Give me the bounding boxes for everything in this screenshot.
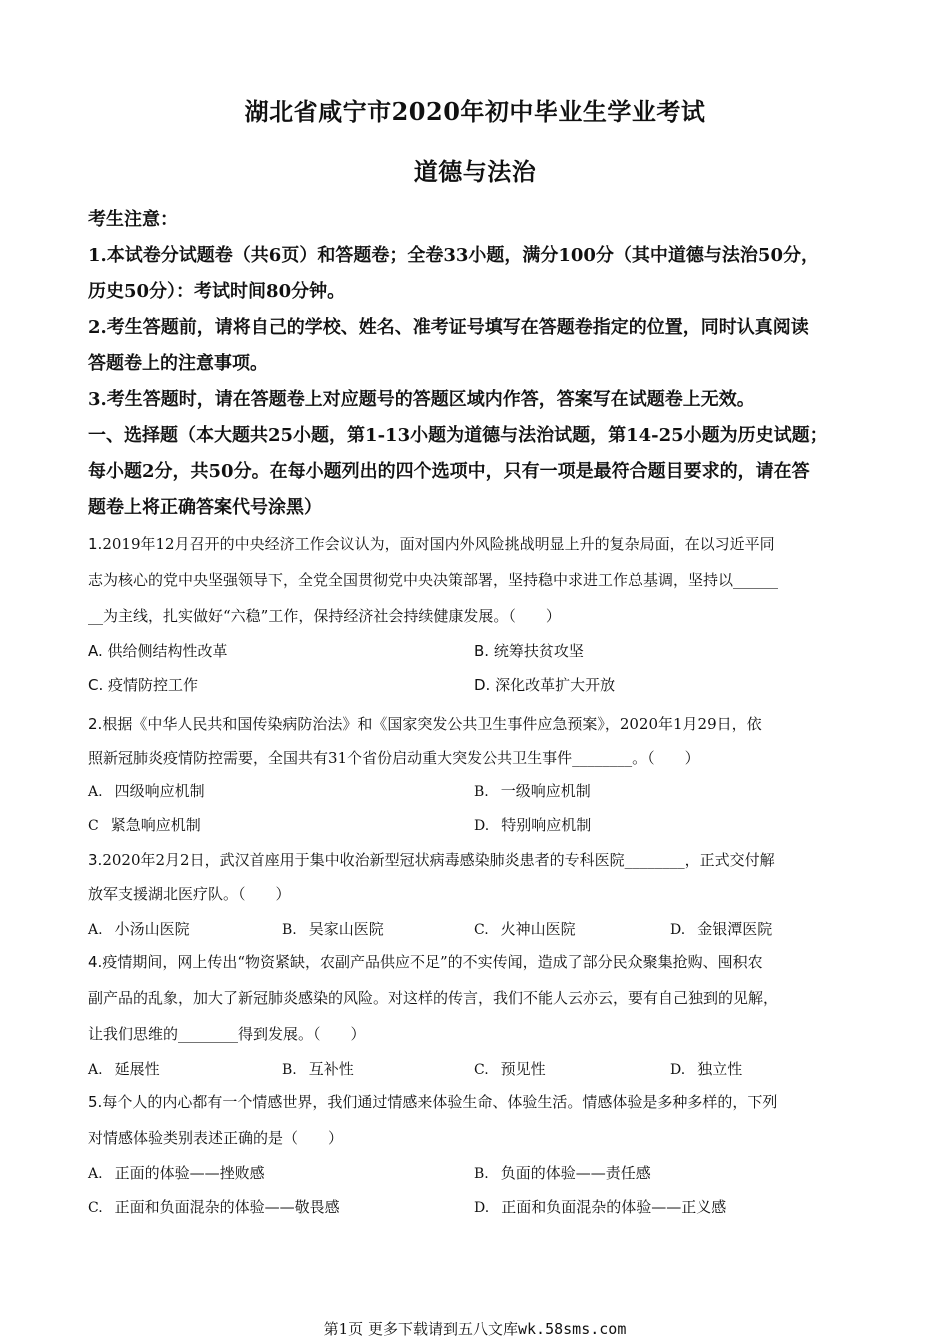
question-3-line2: 放军支援湖北医疗队。（ ）: [88, 885, 291, 903]
question-text: 根据《中华人民共和国传染病防治法》和《国家突发公共卫生事件应急预案》，2020年1月29日，依: [102, 715, 762, 733]
option-a[interactable]: [88, 780, 205, 801]
option-a[interactable]: [88, 1162, 265, 1183]
notice-item-1-line2: 历史50分）：考试时间80分钟。: [88, 281, 346, 302]
option-text: 小汤山医院: [114, 920, 190, 938]
question-4-line3: 让我们思维的________得到发展。（ ）: [88, 1025, 366, 1043]
option-letter: B.: [474, 784, 489, 800]
option-text: 供给侧结构性改革: [107, 642, 228, 660]
option-text: 正面和负面混杂的体验——敬畏感: [114, 1198, 340, 1216]
exam-subject: 道德与法治: [413, 157, 537, 186]
question-text: 2019年12月召开的中央经济工作会议认为，面对国内外风险挑战明显上升的复杂局面，在以习近平同: [102, 535, 775, 553]
option-text: 预见性: [500, 1060, 546, 1078]
notice-item-2-line1: 2.考生答题前，请将自己的学校、姓名、准考证号填写在答题卷指定的位置，同时认真阅读: [88, 317, 809, 338]
option-letter: B.: [282, 922, 297, 938]
option-text: 延展性: [114, 1060, 160, 1078]
option-d[interactable]: [670, 918, 772, 939]
option-letter: D.: [474, 818, 490, 834]
option-d[interactable]: [474, 814, 591, 835]
option-text: 特别响应机制: [501, 816, 592, 834]
notice-item-3: 3.考生答题时，请在答题卷上对应题号的答题区域内作答，答案写在试题卷上无效。: [88, 389, 755, 410]
option-text: 火神山医院: [500, 920, 576, 938]
option-letter: A.: [88, 642, 103, 660]
question-5-line1: [88, 1084, 863, 1120]
option-letter: A.: [88, 784, 103, 800]
option-letter: C.: [88, 676, 104, 694]
option-letter: B.: [282, 1062, 297, 1078]
question-1-line1: [88, 526, 863, 562]
question-text: 每个人的内心都有一个情感世界，我们通过情感来体验生命、体验生活。情感体验是多种多样的，下列: [102, 1093, 778, 1111]
option-c[interactable]: [474, 1058, 546, 1079]
option-text: 金银潭医院: [697, 920, 773, 938]
question-text: 2020年2月2日，武汉首座用于集中收治新型冠状病毒感染肺炎患者的专科医院________，正式交付解: [102, 851, 775, 869]
option-b[interactable]: [474, 640, 584, 661]
question-2-line1: [88, 706, 863, 742]
option-c[interactable]: [474, 918, 576, 939]
option-text: 一级响应机制: [500, 782, 591, 800]
question-4-line2: 副产品的乱象，加大了新冠肺炎感染的风险。对这样的传言，我们不能人云亦云，要有自己独到的见解，: [88, 989, 779, 1007]
option-letter: C.: [88, 1200, 103, 1216]
option-letter: A.: [88, 1166, 103, 1182]
option-c[interactable]: [88, 1196, 340, 1217]
option-a[interactable]: [88, 1058, 160, 1079]
page-number: 第1页: [323, 1320, 364, 1338]
option-letter: D.: [474, 676, 491, 694]
question-4-line1: [88, 944, 863, 980]
option-letter: A.: [88, 1062, 103, 1078]
option-text: 吴家山医院: [308, 920, 384, 938]
question-number: 3.: [88, 851, 103, 869]
footer-promo: 更多下载请到五八文库: [367, 1320, 518, 1338]
option-b[interactable]: [474, 780, 591, 801]
option-text: 负面的体验——责任感: [500, 1164, 651, 1182]
option-d[interactable]: [474, 674, 615, 695]
option-text: 四级响应机制: [114, 782, 205, 800]
section-heading-line1: 一、选择题（本大题共25小题，第1-13小题为道德与法治试题，第14-25小题为历史试题；: [88, 425, 828, 446]
notice-item-2-line2: 答题卷上的注意事项。: [88, 353, 268, 374]
section-heading-line3: 题卷上将正确答案代号涂黑）: [88, 497, 322, 518]
option-text: 统筹扶贫攻坚: [493, 642, 584, 660]
question-1-line2: 志为核心的党中央坚强领导下，全党全国贯彻党中央决策部署，坚持稳中求进工作总基调，坚持以______: [88, 571, 779, 589]
option-a[interactable]: [88, 640, 228, 661]
question-1-line3: __为主线，扎实做好“六稳”工作，保持经济社会持续健康发展。（ ）: [88, 607, 561, 625]
footer-site-link[interactable]: wk.58sms.com: [517, 1320, 627, 1338]
question-3-line1: [88, 842, 863, 878]
option-letter: C.: [474, 1062, 489, 1078]
option-letter: D.: [474, 1200, 490, 1216]
option-b[interactable]: [474, 1162, 651, 1183]
option-text: 紧急响应机制: [110, 816, 201, 834]
option-letter: D.: [670, 1062, 686, 1078]
notice-heading: 考生注意：: [88, 209, 178, 230]
question-5-line2: 对情感体验类别表述正确的是（ ）: [88, 1129, 344, 1147]
question-number: 5.: [88, 1093, 103, 1111]
option-text: 互补性: [308, 1060, 354, 1078]
question-number: 1.: [88, 535, 103, 553]
option-text: 深化改革扩大开放: [495, 676, 616, 694]
question-2-line2: 照新冠肺炎疫情防控需要，全国共有31个省份启动重大突发公共卫生事件________。（ ）: [88, 749, 700, 767]
option-letter: C: [88, 818, 99, 834]
option-d[interactable]: [474, 1196, 726, 1217]
option-text: 疫情防控工作: [108, 676, 199, 694]
option-text: 正面和负面混杂的体验——正义感: [501, 1198, 727, 1216]
notice-item-1-line1: 1.本试卷分试题卷（共6页）和答题卷；全卷33小题，满分100分（其中道德与法治50分，: [88, 245, 819, 266]
section-heading-line2: 每小题2分，共50分。在每小题列出的四个选项中，只有一项是最符合题目要求的，请在答: [88, 461, 810, 482]
option-letter: A.: [88, 922, 103, 938]
option-letter: B.: [474, 1166, 489, 1182]
option-b[interactable]: [282, 918, 384, 939]
option-c[interactable]: [88, 674, 198, 695]
option-letter: D.: [670, 922, 686, 938]
option-letter: C.: [474, 922, 489, 938]
question-number: 2.: [88, 715, 103, 733]
page-footer: [0, 1318, 950, 1339]
option-b[interactable]: [282, 1058, 354, 1079]
question-text: 疫情期间，网上传出“物资紧缺，农副产品供应不足”的不实传闻，造成了部分民众聚集抢购、囤积农: [102, 953, 763, 971]
option-letter: B.: [474, 642, 490, 660]
option-c[interactable]: [88, 814, 201, 835]
option-d[interactable]: [670, 1058, 742, 1079]
option-text: 正面的体验——挫败感: [114, 1164, 265, 1182]
option-a[interactable]: [88, 918, 190, 939]
question-number: 4.: [88, 953, 103, 971]
exam-title: 湖北省咸宁市2020年初中毕业生学业考试: [244, 97, 706, 126]
option-text: 独立性: [697, 1060, 743, 1078]
